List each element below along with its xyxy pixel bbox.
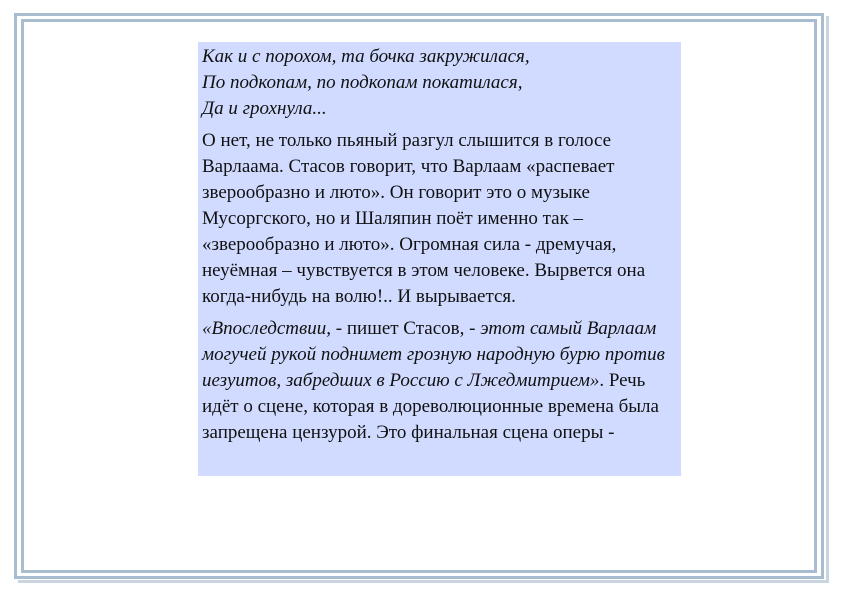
text-block	[198, 42, 681, 476]
poem-excerpt	[202, 44, 677, 122]
poem-line: Как и с порохом, та бочка закружилася,	[202, 46, 530, 67]
poem-line: По подкопам, по подкопам покатилася,	[202, 72, 523, 93]
quote-attribution: - пишет Стасов, -	[331, 318, 481, 339]
frame-shadow-bottom	[18, 580, 829, 583]
paragraph-varlaam: О нет, не только пьяный разгул слышится в голосе Варлаама. Стасов говорит, что Варлаам «распевает зверообразно и люто». Он говорит это о музыке Мусоргского, но и Шаляпин поёт именно так – «зверообразно и люто». Огромная сила - дремучая, неуёмная – чувствуется в этом человеке. Вырвется она когда-нибудь на волю!.. И вырывается.	[202, 130, 646, 307]
quote-rest: этот самый Варлаам могучей рукой поднимет грозную народную бурю против иезуитов, забредших в Россию с Лжедмитрием»	[202, 318, 665, 391]
paragraph-tail: . Речь идёт о сцене, которая в дореволюционные времена была запрещена цензурой. Это финальная сцена оперы -	[202, 370, 659, 443]
paragraph-stasov-quote	[202, 316, 677, 446]
quote-start: «Впоследствии,	[202, 318, 332, 339]
poem-line: Да и грохнула...	[202, 98, 327, 119]
frame-shadow-right	[826, 16, 829, 582]
